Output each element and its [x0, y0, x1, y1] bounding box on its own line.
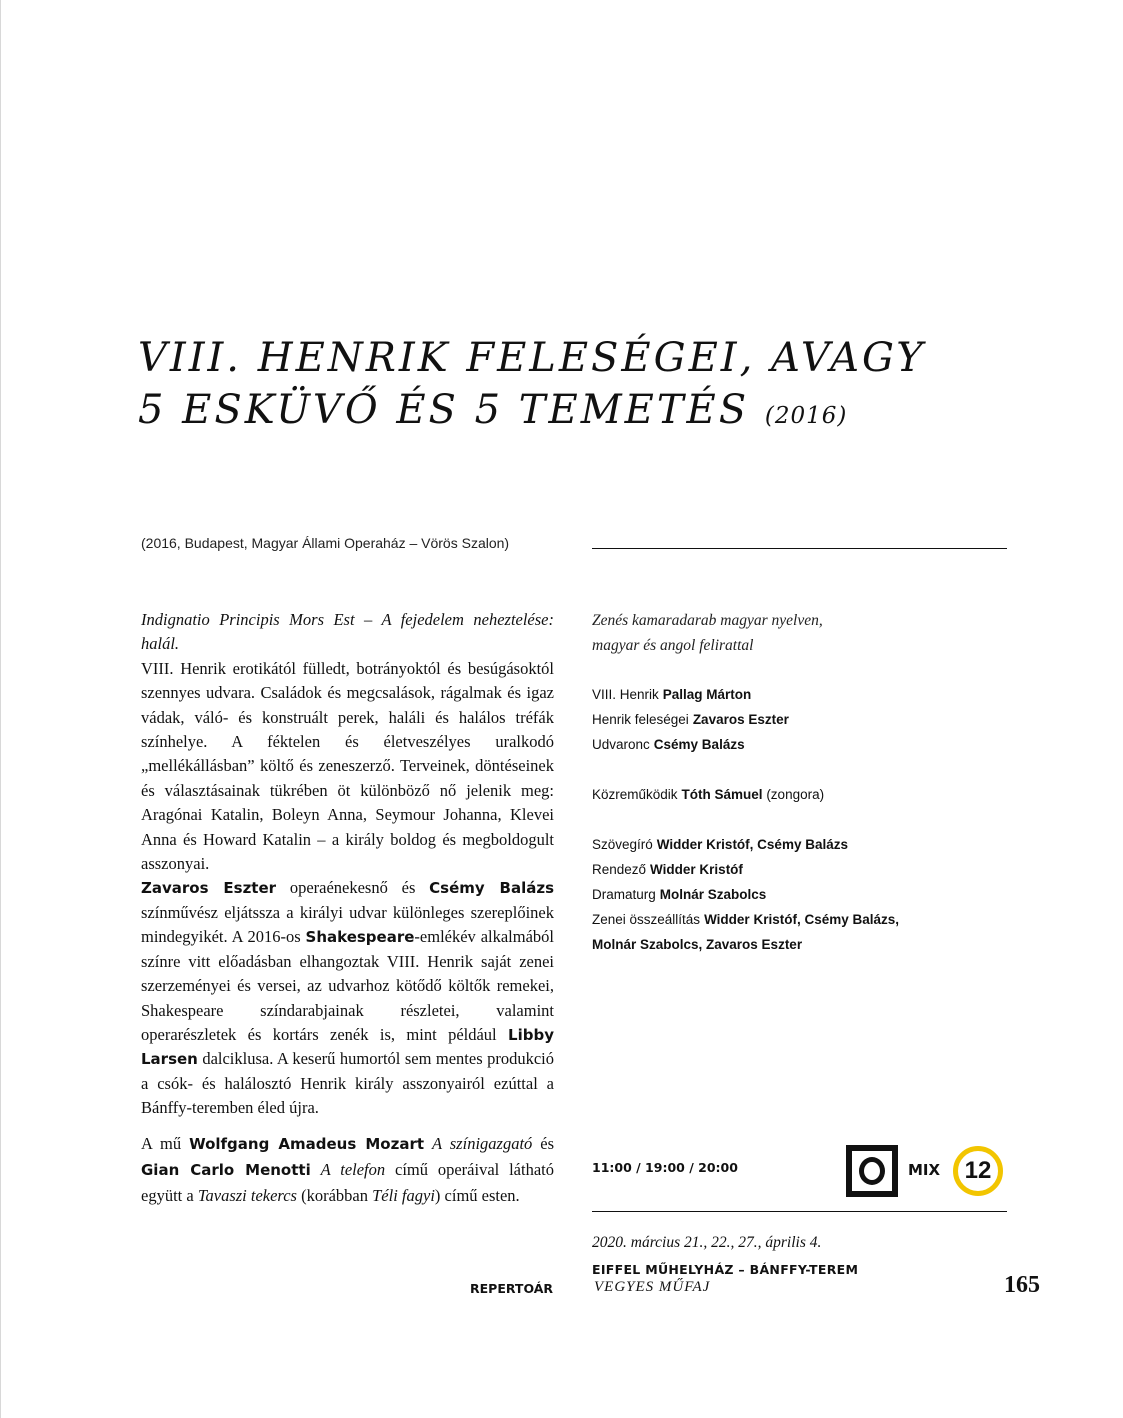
credit-name: Widder Kristóf, Csémy Balázs: [656, 837, 848, 852]
credit-note: (zongora): [762, 787, 825, 802]
subtitle-line-2: magyar és angol felirattal: [592, 637, 754, 654]
work-title: Téli fagyi: [372, 1186, 435, 1205]
description-intro: Indignatio Principis Mors Est – A fejedelem neheztelése: halál.: [141, 610, 554, 654]
crew-row: [592, 882, 1012, 907]
section-divider: [592, 548, 1007, 549]
credit-role: Rendező: [592, 862, 647, 877]
credit-role: Zenei összeállítás: [592, 912, 701, 927]
description: [141, 608, 554, 1121]
premiere-info: (2016, Budapest, Magyar Állami Operaház – Vörös Szalon): [141, 535, 510, 551]
cast-row: [592, 732, 1012, 757]
composer-name: Libby Larsen: [141, 1025, 554, 1069]
description-text: színművész eljátssza a királyi udvar különleges szereplőinek mindegyikét. A 2016-os: [141, 902, 554, 947]
opera-logo-icon: [846, 1145, 898, 1197]
title-year: (2016): [764, 403, 848, 429]
credit-role: Udvaronc: [592, 737, 650, 752]
production-subtitle: [592, 608, 1012, 658]
credit-role: VIII. Henrik: [592, 687, 659, 702]
note-text: ) című esten.: [434, 1186, 520, 1205]
age-rating-badge: 12: [953, 1146, 1003, 1196]
credit-role: Henrik feleségei: [592, 712, 689, 727]
work-title: A színigazgató: [432, 1134, 533, 1153]
contributor-row: [592, 782, 1012, 807]
opera-logo-ring: [859, 1157, 885, 1185]
performance-venue: EIFFEL MŰHELYHÁZ – BÁNFFY-TEREM: [592, 1262, 859, 1277]
credit-role: Közreműködik: [592, 787, 678, 802]
credit-name: Tóth Sámuel: [681, 787, 763, 802]
author-name: Shakespeare: [305, 928, 415, 947]
credit-name: Widder Kristóf, Csémy Balázs,: [704, 912, 899, 927]
crew-row: [592, 907, 1012, 932]
showtimes: 11:00 / 19:00 / 20:00: [592, 1160, 738, 1175]
cast-row: [592, 682, 1012, 707]
description-text: dalciklusa. A keserű humortól sem mentes produkció a csók- és halálosztó Henrik király asszonyairól ezúttal a Bánffy-teremben éled újra.: [141, 1049, 554, 1118]
genre-label: MIX: [908, 1161, 941, 1179]
crew-row: [592, 857, 1012, 882]
note-text: (korábban: [296, 1186, 373, 1205]
credits-list: [592, 682, 1012, 957]
performer-name: Csémy Balázs: [429, 879, 555, 898]
credits-spacer: [592, 807, 1012, 832]
page-edge-rule: [0, 0, 1, 1418]
production-title: [138, 332, 1038, 442]
crew-row-continuation: [592, 932, 1012, 957]
work-title: A telefon: [320, 1160, 386, 1179]
credit-name: Csémy Balázs: [653, 737, 745, 752]
credit-name: Zavaros Eszter: [692, 712, 789, 727]
note-text: A mű: [141, 1134, 190, 1153]
description-paragraph-2: [141, 876, 554, 1120]
title-line-2-text: 5 ESKÜVŐ ÉS 5 TEMETÉS: [138, 387, 750, 433]
credit-role: Dramaturg: [592, 887, 656, 902]
title-line-1: VIII. HENRIK FELESÉGEI, AVAGY: [138, 335, 926, 381]
credit-name: Pallag Márton: [662, 687, 752, 702]
credit-name: Widder Kristóf: [650, 862, 743, 877]
footer-category: VEGYES MŰFAJ: [594, 1279, 711, 1295]
crew-row: [592, 832, 1012, 857]
note-text: és: [532, 1134, 555, 1153]
subtitle-line-1: Zenés kamaradarab magyar nyelven,: [592, 612, 823, 629]
page-number: 165: [1004, 1272, 1040, 1298]
performer-name: Zavaros Eszter: [141, 879, 277, 898]
credit-name: Molnár Szabolcs: [659, 887, 767, 902]
cast-row: [592, 707, 1012, 732]
title-line-2: [138, 384, 1038, 442]
description-paragraph-1: VIII. Henrik erotikától fülledt, botrányoktól és besúgásoktól szennyes udvara. Családok és megcsalások, rágalmak és igaz vádak, váló- és konstruált perek, haláli és halálos tréfák színhelye. A féktelen és életveszélyes uralkodó „mellékállásban” költő és zeneszerző. Terveinek, döntéseinek és választásainak tükrében öt különböző nő jelenik meg: Aragónai Katalin, Boleyn Anna, Seymour Johanna, Klevei Anna és Howard Katalin – a király boldog és megboldogult asszonyai.: [141, 658, 554, 874]
description-text: -emlékév alkalmából színre vitt előadásban elhangoztak VIII. Henrik saját zenei szerzeményei és versei, az udvarhoz kötődő költők remekei, Shakespeare színdarabjainak részletei, valamint operarészletek és kortárs zenék is, mint például: [141, 927, 554, 1044]
description-text: operaénekesnő és: [276, 878, 430, 898]
program-note: [141, 1131, 554, 1209]
composer-name: Wolfgang Amadeus Mozart: [189, 1135, 425, 1153]
credit-name: Molnár Szabolcs, Zavaros Eszter: [592, 937, 803, 952]
credit-role: Szövegíró: [592, 837, 653, 852]
credits-spacer: [592, 757, 1012, 782]
performance-dates: 2020. március 21., 22., 27., április 4.: [592, 1234, 822, 1251]
footer-section: REPERTOÁR: [470, 1281, 554, 1296]
composer-name: Gian Carlo Menotti: [141, 1161, 311, 1179]
schedule-divider: [592, 1211, 1007, 1212]
work-title: Tavaszi tekercs: [197, 1186, 297, 1205]
note-text: című operáival látható együtt a: [141, 1160, 555, 1205]
